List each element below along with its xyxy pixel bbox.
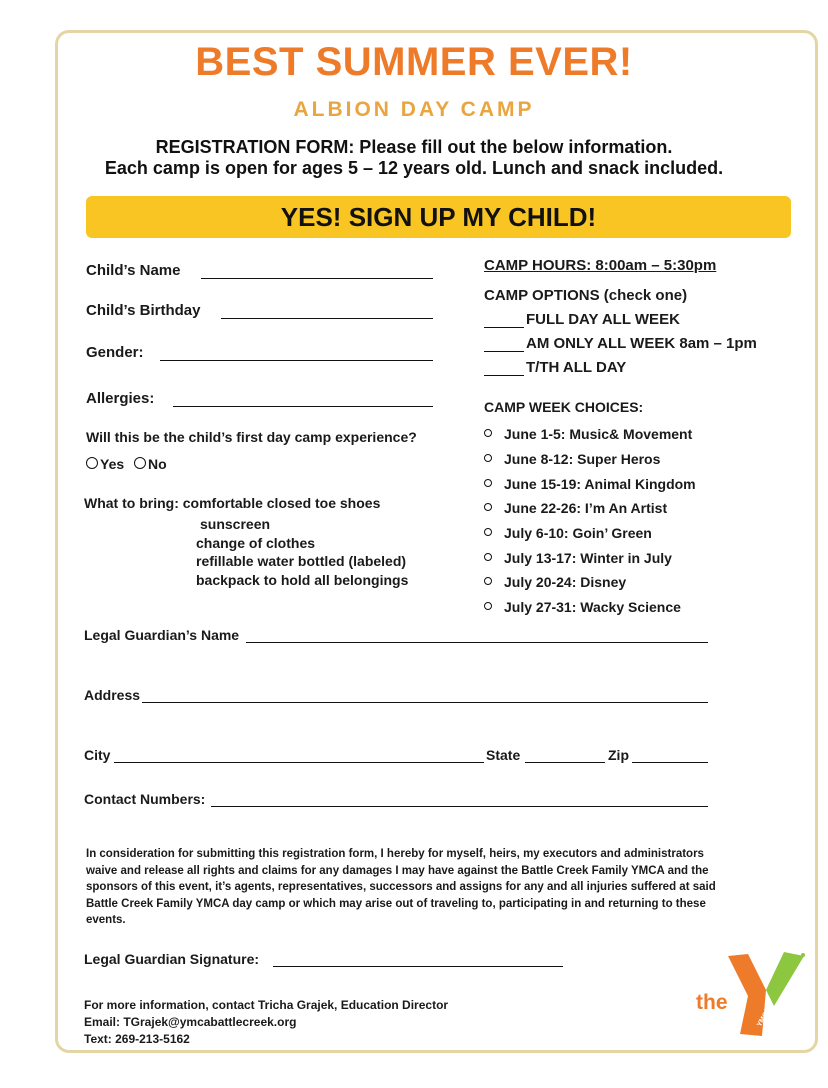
checkbox-circle-icon[interactable] — [484, 479, 492, 487]
camp-option: FULL DAY ALL WEEK — [526, 311, 680, 328]
checkbox-circle-icon[interactable] — [484, 528, 492, 536]
page-title: BEST SUMMER EVER! — [195, 40, 633, 84]
no-radio[interactable] — [134, 457, 146, 469]
option-checkline[interactable] — [484, 351, 524, 352]
state-field[interactable] — [525, 762, 605, 763]
checkbox-circle-icon[interactable] — [484, 429, 492, 437]
gender-label: Gender: — [86, 344, 144, 361]
ymca-wordmark: YMCA — [756, 1006, 773, 1029]
city-field[interactable] — [114, 762, 484, 763]
contact-numbers-label: Contact Numbers: — [84, 791, 206, 807]
intro-line-2: Each camp is open for ages 5 – 12 years old. Lunch and snack included. — [104, 158, 724, 178]
footer-email[interactable]: Email: TGrajek@ymcabattlecreek.org — [84, 1015, 297, 1029]
bring-item: sunscreen — [200, 516, 271, 532]
signature-label: Legal Guardian Signature: — [84, 951, 260, 967]
camp-options-heading: CAMP OPTIONS (check one) — [484, 287, 688, 304]
camp-week-heading: CAMP WEEK CHOICES: — [484, 399, 644, 415]
gender-field[interactable] — [160, 360, 433, 361]
camp-hours: CAMP HOURS: 8:00am – 5:30pm — [484, 257, 717, 274]
checkbox-circle-icon[interactable] — [484, 454, 492, 462]
child-birthday-label: Child’s Birthday — [86, 302, 201, 319]
contact-numbers-field[interactable] — [211, 806, 708, 807]
guardian-name-label: Legal Guardian’s Name — [84, 627, 240, 643]
week-choice[interactable]: July 13-17: Winter in July — [484, 550, 672, 566]
yes-radio[interactable] — [86, 457, 98, 469]
bring-item: refillable water bottled (labeled) — [196, 553, 407, 569]
intro-line-1: REGISTRATION FORM: Please fill out the below information. — [155, 137, 673, 157]
logo-the-text: the — [696, 991, 728, 1014]
zip-field[interactable] — [632, 762, 708, 763]
week-choice[interactable]: June 22-26: I’m An Artist — [484, 500, 667, 516]
option-checkline[interactable] — [484, 327, 524, 328]
child-birthday-field[interactable] — [221, 318, 433, 319]
no-label: No — [148, 456, 167, 472]
checkbox-circle-icon[interactable] — [484, 503, 492, 511]
allergies-label: Allergies: — [86, 390, 155, 407]
address-field[interactable] — [142, 702, 708, 703]
option-checkline[interactable] — [484, 375, 524, 376]
signature-field[interactable] — [273, 966, 563, 967]
guardian-name-field[interactable] — [246, 642, 708, 643]
camp-option: T/TH ALL DAY — [526, 359, 627, 376]
footer-contact: For more information, contact Tricha Grajek, Education Director — [84, 998, 449, 1012]
week-choice[interactable]: July 6-10: Goin’ Green — [484, 525, 652, 541]
allergies-field[interactable] — [173, 406, 433, 407]
footer-text: Text: 269-213-5162 — [84, 1032, 190, 1046]
week-choice[interactable]: July 20-24: Disney — [484, 574, 626, 590]
what-to-bring-heading: What to bring: comfortable closed toe shoes — [84, 495, 381, 511]
page-subtitle: ALBION DAY CAMP — [293, 98, 535, 121]
bring-item: backpack to hold all belongings — [196, 572, 409, 588]
first-camp-question: Will this be the child’s first day camp experience? — [86, 429, 417, 445]
checkbox-circle-icon[interactable] — [484, 553, 492, 561]
checkbox-circle-icon[interactable] — [484, 577, 492, 585]
bring-item: change of clothes — [196, 535, 316, 551]
waiver-text: In consideration for submitting this registration form, I hereby for myself, heirs, my executors and administrators waive and release all rights and claims for any damages I may have against the Battle Creek Family YMCA and the sponsors of this event, it’s agents, representatives, successors and assigns for any and all injuries suffered at said Battle Creek Family YMCA day camp or which may arise out of traveling to, participating in and returning to these events. — [86, 848, 716, 926]
signup-banner: YES! SIGN UP MY CHILD! — [86, 196, 791, 238]
week-choice[interactable]: June 8-12: Super Heros — [484, 451, 660, 467]
child-name-label: Child’s Name — [86, 262, 181, 279]
ymca-logo-icon — [726, 950, 806, 1040]
state-label: State — [486, 747, 521, 763]
camp-option: AM ONLY ALL WEEK 8am – 1pm — [526, 335, 757, 352]
yes-label: Yes — [100, 456, 125, 472]
city-label: City — [84, 747, 111, 763]
address-label: Address — [84, 687, 141, 703]
first-camp-answers — [86, 456, 167, 472]
week-choice[interactable]: June 1-5: Music& Movement — [484, 426, 692, 442]
child-name-field[interactable] — [201, 278, 433, 279]
week-choice[interactable]: June 15-19: Animal Kingdom — [484, 476, 696, 492]
checkbox-circle-icon[interactable] — [484, 602, 492, 610]
zip-label: Zip — [608, 747, 629, 763]
week-choice[interactable]: July 27-31: Wacky Science — [484, 599, 681, 615]
